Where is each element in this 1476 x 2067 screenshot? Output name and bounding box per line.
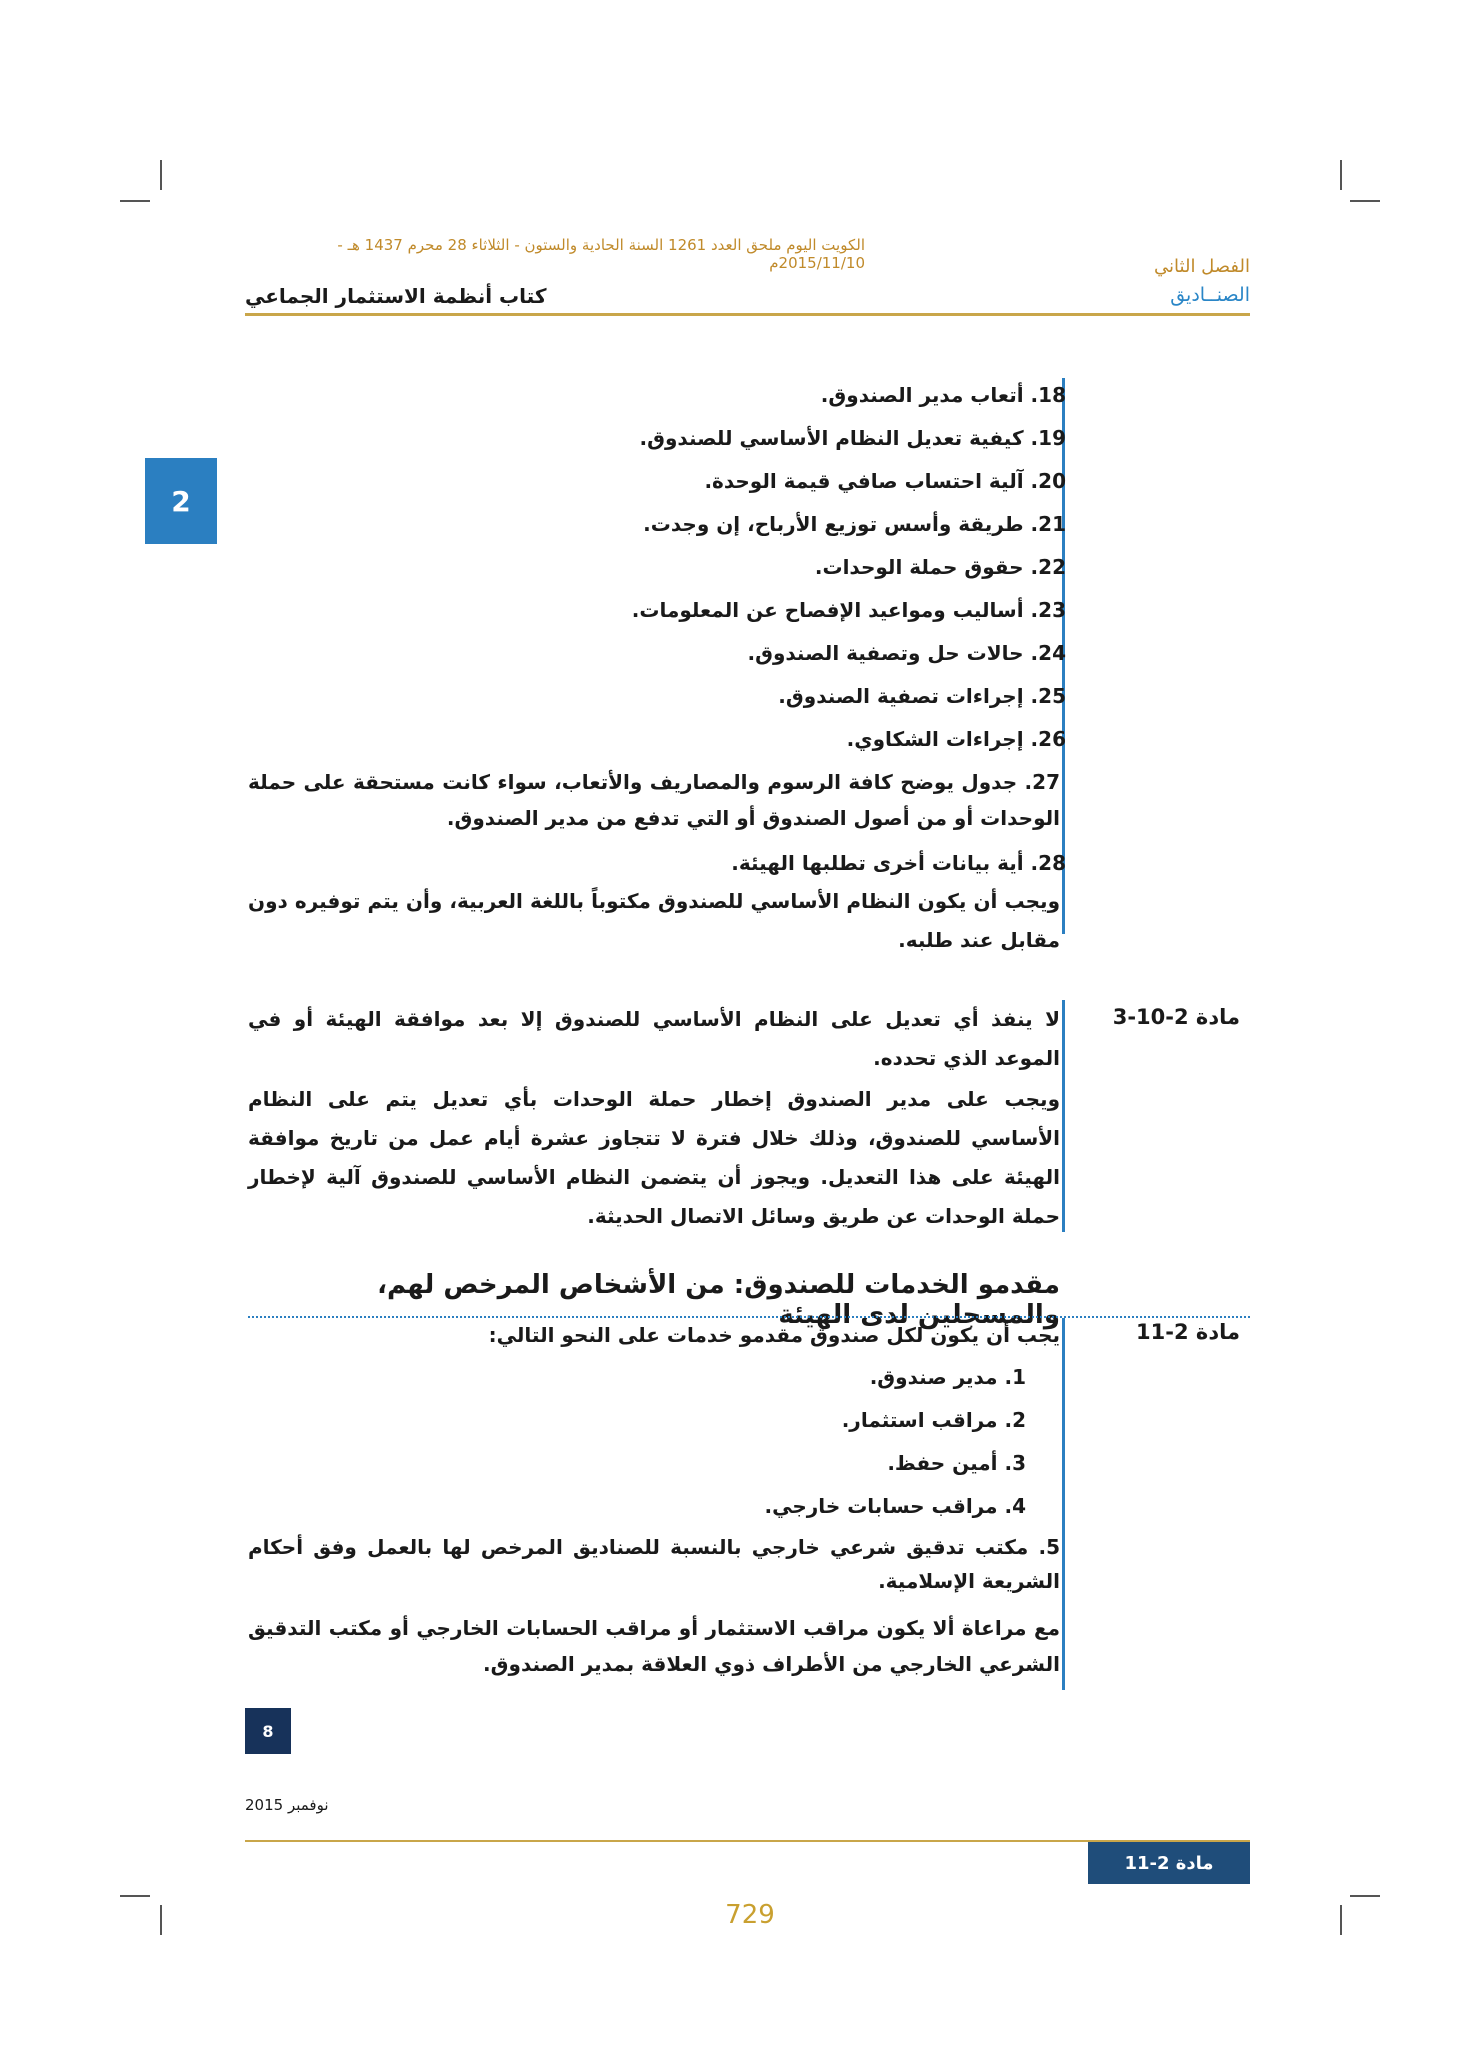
article-intro: يجب أن يكون لكل صندوق مقدمو خدمات على النحو التالي: — [488, 1323, 1060, 1347]
list-item: 3. أمين حفظ. — [887, 1451, 1026, 1475]
chapter-title: الفصل الثاني — [1154, 256, 1250, 277]
list-item: 25. إجراءات تصفية الصندوق. — [778, 684, 1066, 708]
article-label: مادة 2-11 — [1136, 1320, 1240, 1344]
list-item: 26. إجراءات الشكاوي. — [846, 727, 1066, 751]
list-item: 21. طريقة وأسس توزيع الأرباح، إن وجدت. — [643, 512, 1066, 536]
header-rule — [245, 313, 1250, 316]
list-item: 28. أية بيانات أخرى تطلبها الهيئة. — [731, 851, 1066, 875]
list-item: 1. مدير صندوق. — [869, 1365, 1026, 1389]
article-label: مادة 2-10-3 — [1112, 1005, 1240, 1029]
list-item: 2. مراقب استثمار. — [841, 1408, 1026, 1432]
book-title: كتاب أنظمة الاستثمار الجماعي — [245, 284, 547, 308]
list-item: 22. حقوق حملة الوحدات. — [814, 555, 1066, 579]
crop-mark — [1350, 200, 1380, 202]
crop-mark — [1350, 1895, 1380, 1897]
crop-mark — [160, 1905, 162, 1935]
gazette-line: الكويت اليوم ملحق العدد 1261 السنة الحادية والستون - الثلاثاء 28 محرم 1437 هـ - 2015/11/10م — [337, 236, 865, 272]
margin-bar — [1062, 1318, 1065, 1690]
section-heading: مقدمو الخدمات للصندوق: من الأشخاص المرخص لهم، والمسجلين لدى الهيئة — [377, 1270, 1060, 1330]
list-item: 19. كيفية تعديل النظام الأساسي للصندوق. — [639, 426, 1066, 450]
list-item: 4. مراقب حسابات خارجي. — [764, 1494, 1026, 1518]
margin-bar — [1062, 1000, 1065, 1232]
paragraph: لا ينفذ أي تعديل على النظام الأساسي للصندوق إلا بعد موافقة الهيئة أو في الموعد الذي تحدده. — [248, 1007, 1060, 1070]
chapter-tab: 2 — [145, 458, 217, 544]
paragraph: ويجب أن يكون النظام الأساسي للصندوق مكتوباً باللغة العربية، وأن يتم توفيره دون مقابل عند طلبه. — [248, 889, 1060, 952]
crop-mark — [120, 1895, 150, 1897]
list-item: 23. أساليب ومواعيد الإفصاح عن المعلومات. — [631, 598, 1066, 622]
list-item: 27. جدول يوضح كافة الرسوم والمصاريف والأتعاب، سواء كانت مستحقة على حملة الوحدات أو من أصول الصندوق أو التي تدفع من مدير الصندوق. — [248, 770, 1060, 830]
crop-mark — [1340, 160, 1342, 190]
section-title: الصنــاديق — [1170, 284, 1250, 306]
crop-mark — [160, 160, 162, 190]
footer-date: نوفمبر 2015 — [245, 1796, 329, 1814]
footer-article-tab: مادة 2-11 — [1088, 1842, 1250, 1884]
list-item: 20. آلية احتساب صافي قيمة الوحدة. — [704, 469, 1066, 493]
list-item: 24. حالات حل وتصفية الصندوق. — [747, 641, 1066, 665]
crop-mark — [1340, 1905, 1342, 1935]
paragraph: مع مراعاة ألا يكون مراقب الاستثمار أو مراقب الحسابات الخارجي أو مكتب التدقيق الشرعي الخارجي من الأطراف ذوي العلاقة بمدير الصندوق. — [248, 1616, 1060, 1676]
list-item: 18. أتعاب مدير الصندوق. — [820, 383, 1066, 407]
list-item: 5. مكتب تدقيق شرعي خارجي بالنسبة للصناديق المرخص لها بالعمل وفق أحكام الشريعة الإسلامية. — [248, 1535, 1061, 1593]
page-box: 8 — [245, 1708, 291, 1754]
paragraph: ويجب على مدير الصندوق إخطار حملة الوحدات بأي تعديل يتم على النظام الأساسي للصندوق، وذلك خلال فترة لا تتجاوز عشرة أيام عمل من تاريخ موافقة الهيئة على هذا التعديل. ويجوز أن يتضمن النظام الأساسي للصندوق آلية لإخطار حملة الوحدات عن طريق وسائل الاتصال الحديثة. — [248, 1087, 1060, 1228]
crop-mark — [120, 200, 150, 202]
page-number: 729 — [725, 1900, 775, 1930]
